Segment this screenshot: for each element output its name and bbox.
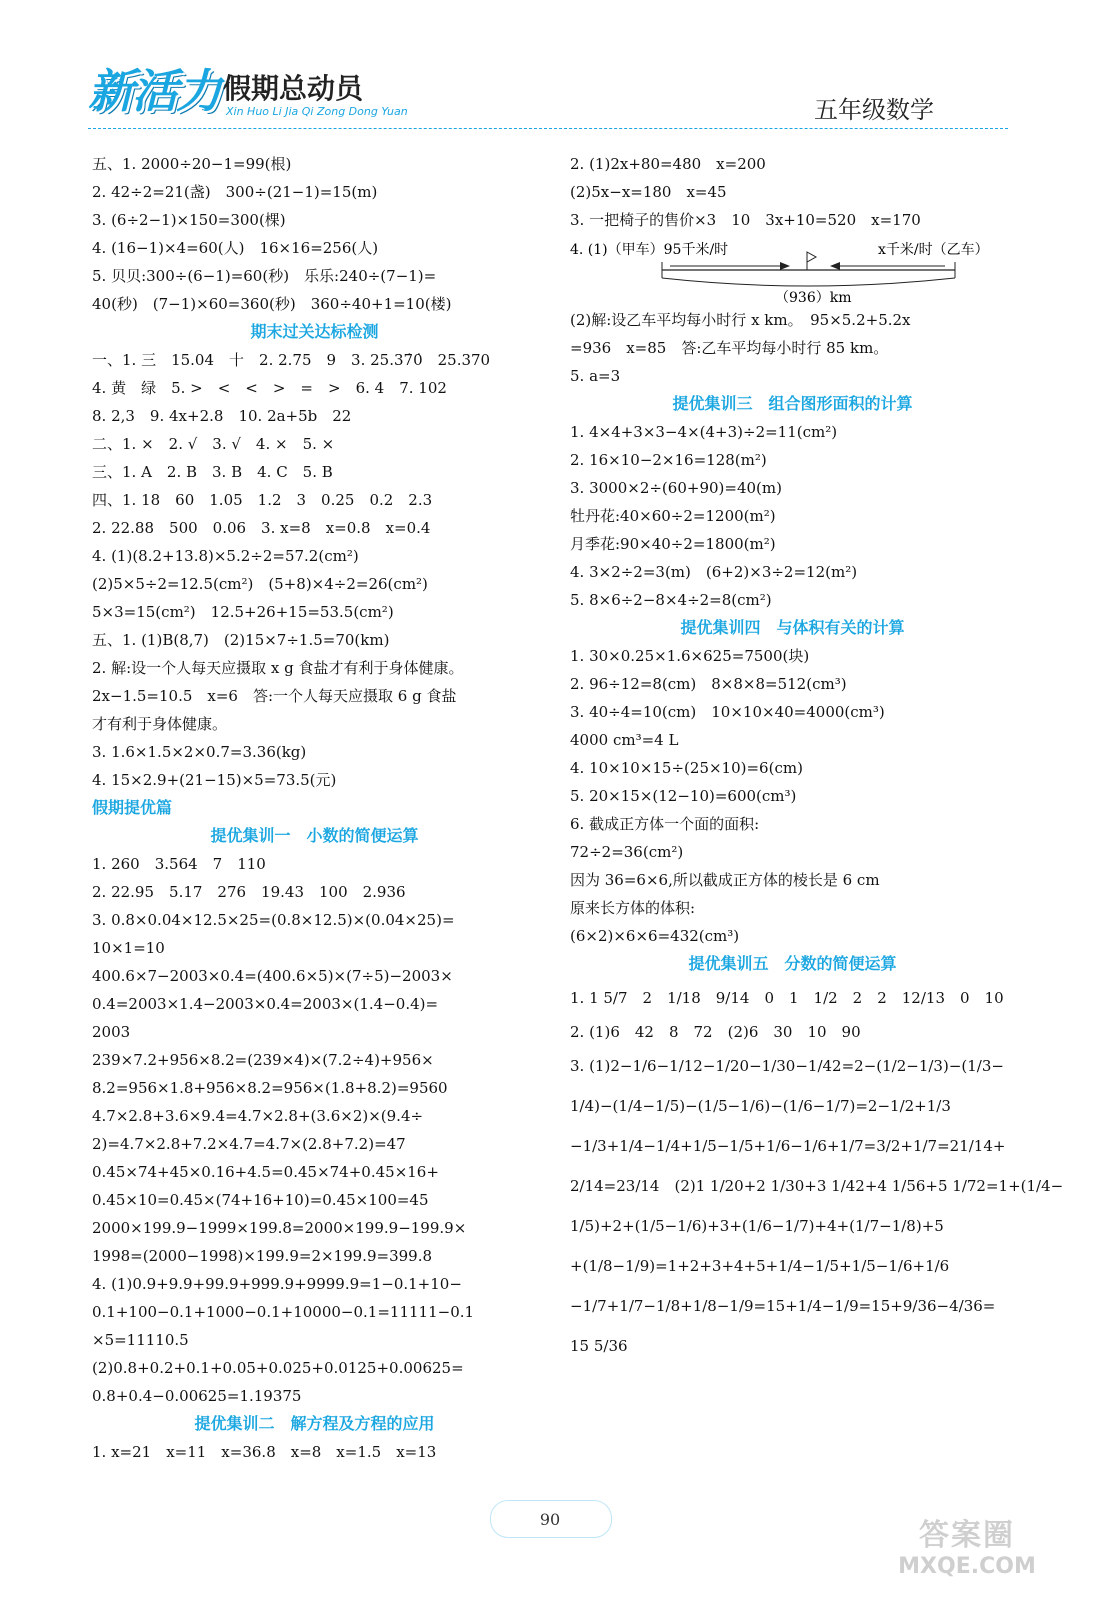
distance-brace [662,278,955,286]
answer-line: 2x−1.5=10.5 x=6 答:一个人每天应摄取 6 g 食盐 [92,687,457,705]
answer-line: 15 5/36 [570,1337,628,1355]
answer-line: −1/7+1/7−1/8+1/8−1/9=15+1/4−1/9=15+9/36−4/36= [570,1297,996,1315]
answer-line: (2)0.8+0.2+0.1+0.05+0.025+0.0125+0.00625= [92,1359,464,1377]
answer-line: 四、1. 18 60 1.05 1.2 3 0.25 0.2 2.3 [92,491,433,509]
answer-line: 0.45×10=0.45×(74+16+10)=0.45×100=45 [92,1191,429,1209]
answer-line: =936 x=85 答:乙车平均每小时行 85 km。 [570,339,889,357]
logo-title: 假期总动员 [223,72,364,105]
diagram-total: （936）km [775,290,852,306]
grade-subject: 五年级数学 [814,96,934,124]
answer-line: (2)解:设乙车平均每小时行 x km。 95×5.2+5.2x [570,311,911,329]
answer-line: 6. 截成正方体一个面的面积: [570,815,760,833]
page-number: 90 [539,1510,561,1529]
answer-line: 1998=(2000−1998)×199.9=2×199.9=399.8 [92,1247,433,1265]
answer-line: 4. 黄 绿 5. > < < > = > 6. 4 7. 102 [92,379,447,397]
answer-line: 因为 36=6×6,所以截成正方体的棱长是 6 cm [570,871,880,889]
answer-line: 3. 3000×2÷(60+90)=40(m) [570,479,782,497]
right-column [570,150,1064,1366]
arrowhead-right-car [830,262,840,270]
answer-line: 2. (1)6 42 8 72 (2)6 30 10 90 [570,1023,861,1041]
answer-line: 3. 0.8×0.04×12.5×25=(0.8×12.5)×(0.04×25)= [92,911,455,929]
answer-line: 400.6×7−2003×0.4=(400.6×5)×(7÷5)−2003× [92,967,453,985]
answer-line: 3. (6÷2−1)×150=300(棵) [92,211,286,229]
answer-line: 72÷2=36(cm²) [570,843,684,861]
section-title: 提优集训四 与体积有关的计算 [680,618,905,637]
answer-line: 8.2=956×1.8+956×8.2=956×(1.8+8.2)=9560 [92,1079,448,1097]
diagram-label-right: x千米/时（乙车） [878,242,989,258]
answer-line: 4. (16−1)×4=60(人) 16×16=256(人) [92,239,379,257]
answer-line: 4. (1)0.9+9.9+99.9+999.9+9999.9=1−0.1+10− [92,1275,462,1293]
answer-line: −1/3+1/4−1/4+1/5−1/5+1/6−1/6+1/7=3/2+1/7=21/14+ [570,1137,1006,1155]
answer-line: 40(秒) (7−1)×60=360(秒) 360÷40+1=10(楼) [92,295,452,313]
diagram-svg [570,234,1015,306]
logo-mark: 新活力 [88,64,220,118]
answer-line: 2)=4.7×2.8+7.2×4.7=4.7×(2.8+7.2)=47 [92,1135,406,1153]
header-divider [88,128,1008,129]
watermark [892,1510,1042,1580]
answer-line: 2. 42÷2=21(盏) 300÷(21−1)=15(m) [92,183,378,201]
answer-line: 4. 3×2÷2=3(m) (6+2)×3÷2=12(m²) [570,563,858,581]
section-title: 假期提优篇 [92,798,173,817]
answer-line: 4. (1)(8.2+13.8)×5.2÷2=57.2(cm²) [92,547,359,565]
answer-line: 2. 解:设一个人每天应摄取 x g 食盐才有利于身体健康。 [92,659,464,677]
answer-line: (2)5×5÷2=12.5(cm²) (5+8)×4÷2=26(cm²) [92,575,428,593]
flag-icon [807,252,816,262]
answer-line: 一、1. 三 15.04 十 2. 2.75 9 3. 25.37̇0̇ 25.370 [92,351,491,369]
diagram-label-left: 4. (1)（甲车）95千米/时 [570,242,729,258]
answer-line: 2. 22.95 5.17 276 19.43 100 2.936 [92,883,406,901]
answer-line: 1/5)+2+(1/5−1/6)+3+(1/6−1/7)+4+(1/7−1/8)+5 [570,1217,944,1235]
answer-line: 2. 16×10−2×16=128(m²) [570,451,767,469]
answer-line: 1. 1 5/7 2 1/18 9/14 0 1 1/2 2 2 12/13 0 10 [570,989,1004,1007]
brand-logo [88,55,408,121]
section-title: 提优集训一 小数的简便运算 [210,826,419,845]
right-top-block [570,150,1015,234]
answer-line: 4.7×2.8+3.6×9.4=4.7×2.8+(3.6×2)×(9.4÷ [92,1107,424,1125]
left-column [92,150,537,1466]
logo-subtitle: Xin Huo Li Jia Qi Zong Dong Yuan [226,105,408,118]
answer-line: 2003 [92,1023,131,1041]
answer-line: 1. x=21 x=11 x=36.8 x=8 x=1.5 x=13 [92,1443,437,1461]
answer-line: (6×2)×6×6=432(cm³) [570,927,740,945]
answer-line: 牡丹花:40×60÷2=1200(m²) [570,507,776,525]
answer-line: 0.8+0.4−0.00625=1.19375 [92,1387,302,1405]
answer-line: 5. 8×6÷2−8×4÷2=8(cm²) [570,591,772,609]
arrowhead-left-car [780,262,790,270]
answer-line: 4. 10×10×15÷(25×10)=6(cm) [570,759,803,777]
page-header [0,0,1100,140]
answer-line: 1. 260 3.564 7 110 [92,855,266,873]
answer-line: 4000 cm³=4 L [570,731,679,749]
answer-line: 10×1=10 [92,939,165,957]
answer-line: 五、1. (1)B(8,7) (2)15×7÷1.5=70(km) [92,631,390,649]
answer-line: 0.4=2003×1.4−2003×0.4=2003×(1.4−0.4)= [92,995,439,1013]
answer-line: 4. 15×2.9+(21−15)×5=73.5(元) [92,771,337,789]
answer-line: 8. 2,3 9. 4x+2.8 10. 2a+5b 22 [92,407,352,425]
answer-line: 2000×199.9−1999×199.8=2000×199.9−199.9× [92,1219,467,1237]
watermark-bottom: MXQE.COM [898,1554,1036,1579]
answer-line: 0.45×74+45×0.16+4.5=0.45×74+0.45×16+ [92,1163,439,1181]
answer-line: 才有利于身体健康。 [92,715,228,733]
answer-line: 2. 96÷12=8(cm) 8×8×8=512(cm³) [570,675,847,693]
section-title: 提优集训五 分数的简便运算 [688,954,897,973]
answer-line: 3. 40÷4=10(cm) 10×10×40=4000(cm³) [570,703,885,721]
answer-line: (2)5x−x=180 x=45 [570,183,727,201]
answer-line: 3. 一把椅子的售价×3 10 3x+10=520 x=170 [570,211,921,229]
right-bottom-block [570,306,1064,1366]
answer-line: 1/4)−(1/4−1/5)−(1/5−1/6)−(1/6−1/7)=2−1/2+1/3 [570,1097,951,1115]
answer-line: 1. 4×4+3×3−4×(4+3)÷2=11(cm²) [570,423,838,441]
answer-line: 原来长方体的体积: [570,899,696,917]
answer-line: 三、1. A 2. B 3. B 4. C 5. B [92,463,333,481]
answer-line: 3. 1.6×1.5×2×0.7=3.36(kg) [92,743,307,761]
section-title: 提优集训三 组合图形面积的计算 [672,394,913,413]
answer-line: 5. 20×15×(12−10)=600(cm³) [570,787,797,805]
answer-line: 5. 贝贝:300÷(6−1)=60(秒) 乐乐:240÷(7−1)= [92,267,437,285]
watermark-top: 答案圈 [919,1518,1015,1553]
answer-line: 2. 22.88 500 0.06 3. x=8 x=0.8 x=0.4 [92,519,431,537]
answer-line: 月季花:90×40÷2=1800(m²) [570,535,776,553]
answer-line: +(1/8−1/9)=1+2+3+4+5+1/4−1/5+1/5−1/6+1/6 [570,1257,950,1275]
answer-line: ×5=11110.5 [92,1331,189,1349]
answer-line: 1. 30×0.25×1.6×625=7500(块) [570,647,810,665]
answer-line: 0.1+100−0.1+1000−0.1+10000−0.1=11111−0.1 [92,1303,475,1321]
section-title: 提优集训二 解方程及方程的应用 [194,1414,435,1433]
answer-line: 五、1. 2000÷20−1=99(根) [92,155,292,173]
section-title: 期末过关达标检测 [250,322,379,341]
answer-line: 二、1. × 2. √ 3. √ 4. × 5. × [92,435,335,453]
answer-line: 3. (1)2−1/6−1/12−1/20−1/30−1/42=2−(1/2−1/3)−(1/3− [570,1057,1004,1075]
answer-line: 5. a=3 [570,367,621,385]
answer-line: 239×7.2+956×8.2=(239×4)×(7.2÷4)+956× [92,1051,434,1069]
distance-diagram [570,234,1015,306]
answer-line: 2. (1)2x+80=480 x=200 [570,155,766,173]
answer-line: 5×3=15(cm²) 12.5+26+15=53.5(cm²) [92,603,394,621]
answer-line: 2/14=23/14 (2)1 1/20+2 1/30+3 1/42+4 1/56+5 1/72=1+(1/4− [570,1177,1064,1195]
